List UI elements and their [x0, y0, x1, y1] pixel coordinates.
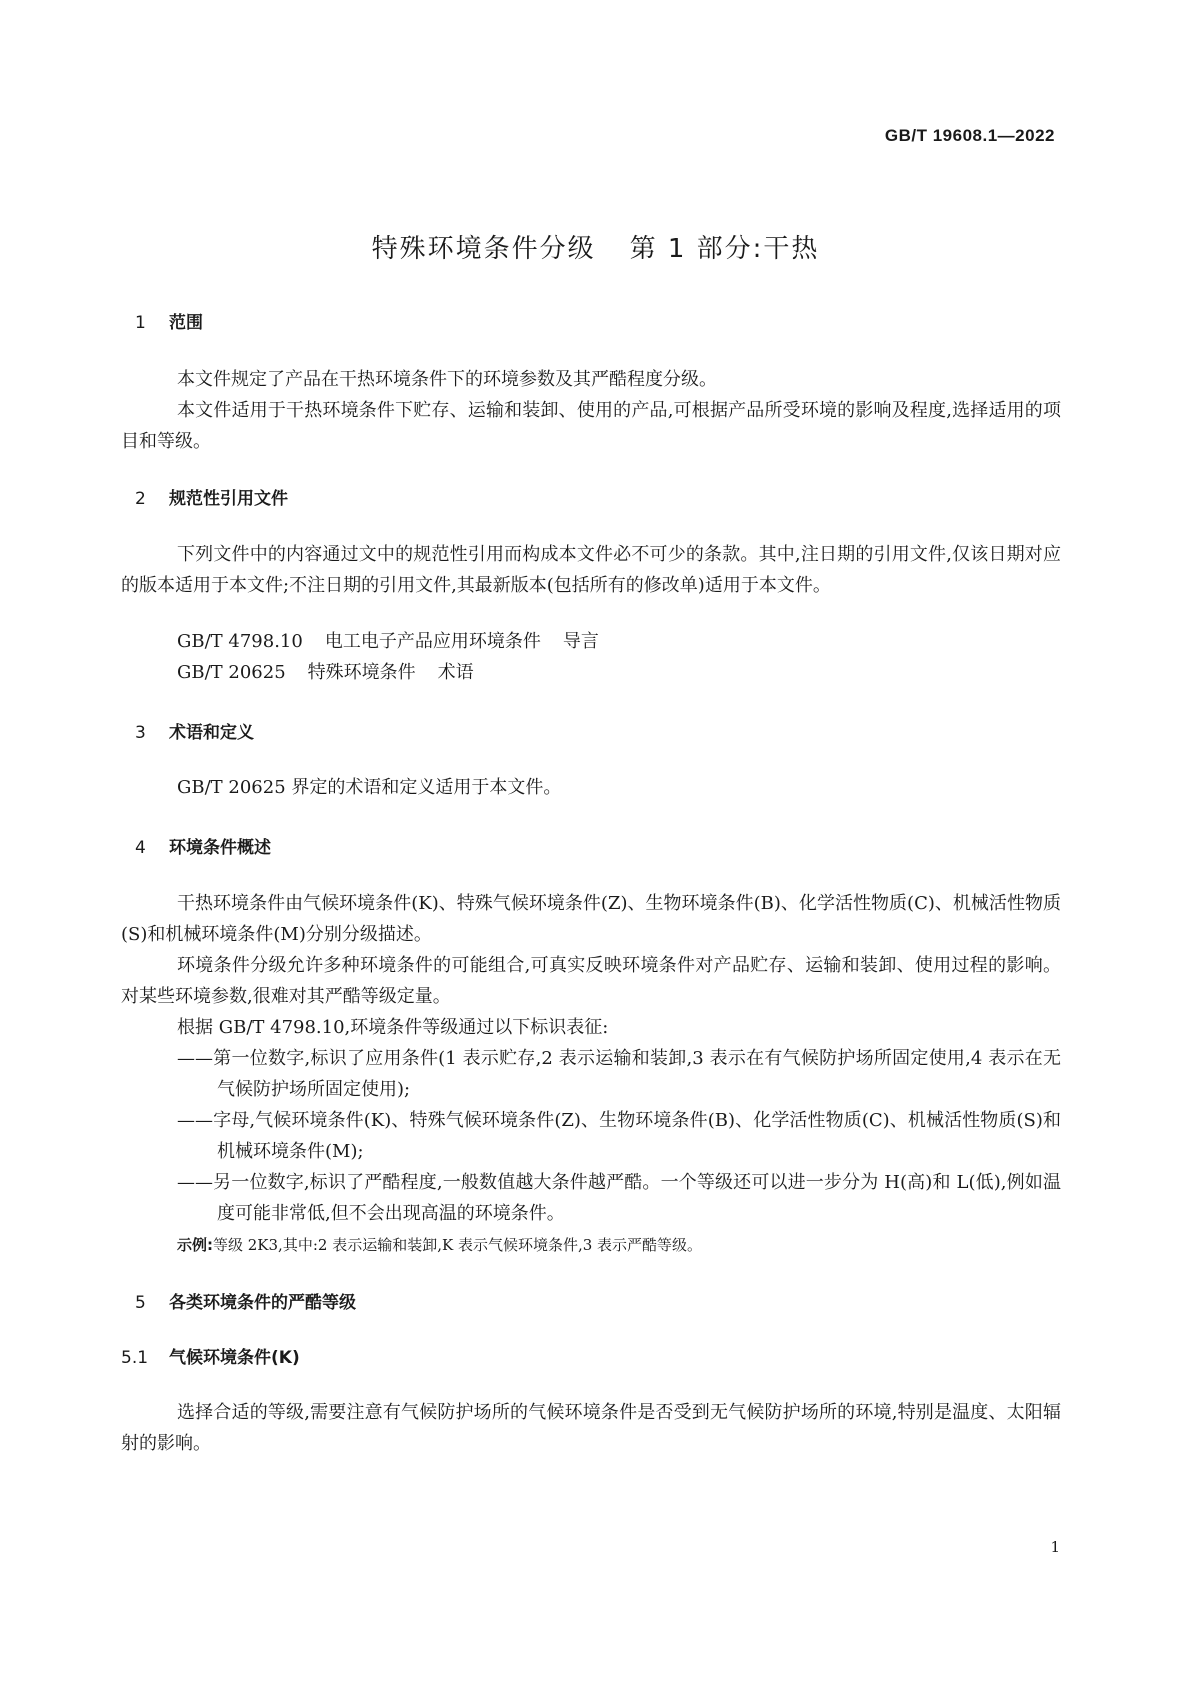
reference-code: GB/T 20625 [177, 662, 286, 683]
section-3-para-1: GB/T 20625 界定的术语和定义适用于本文件。 [177, 777, 562, 798]
section-title: 规范性引用文件 [169, 489, 288, 509]
list-item: ——另一位数字,标识了严酷程度,一般数值越大条件越严酷。一个等级还可以进一步分为 H(高)和 L(低),例如温度可能非常低,但不会出现高温的环境条件。 [177, 1172, 1061, 1224]
document-title [0, 228, 1191, 265]
section-1-heading [135, 308, 203, 333]
reference-title: 特殊环境条件 [307, 662, 416, 683]
subsection-5-1-heading [121, 1343, 300, 1368]
section-1-para-1: 本文件规定了产品在干热环境条件下的环境参数及其严酷程度分级。 [177, 369, 717, 390]
section-5-heading [135, 1288, 356, 1313]
standard-code: GB/T 19608.1—2022 [884, 126, 1055, 145]
list-item: ——第一位数字,标识了应用条件(1 表示贮存,2 表示运输和装卸,3 表示在有气候防护场所固定使用,4 表示在无气候防护场所固定使用); [177, 1048, 1061, 1100]
reference-subtitle: 导言 [562, 631, 599, 652]
page-number: 1 [1050, 1538, 1060, 1556]
section-number: 3 [135, 723, 146, 743]
example-note [177, 1233, 702, 1257]
section-1-para-2: 本文件适用于干热环境条件下贮存、运输和装卸、使用的产品,可根据产品所受环境的影响及程度,选择适用的项目和等级。 [121, 400, 1061, 452]
section-number: 5.1 [121, 1348, 149, 1368]
list-item: ——字母,气候环境条件(K)、特殊气候环境条件(Z)、生物环境条件(B)、化学活性物质(C)、机械活性物质(S)和机械环境条件(M); [177, 1110, 1061, 1162]
section-2-para-1: 下列文件中的内容通过文中的规范性引用而构成本文件必不可少的条款。其中,注日期的引用文件,仅该日期对应的版本适用于本文件;不注日期的引用文件,其最新版本(包括所有的修改单)适用于本文件。 [121, 544, 1061, 596]
section-title: 环境条件概述 [169, 838, 271, 858]
section-4-para-2: 环境条件分级允许多种环境条件的可能组合,可真实反映环境条件对产品贮存、运输和装卸、使用过程的影响。对某些环境参数,很难对其严酷等级定量。 [121, 955, 1061, 1007]
section-2-heading [135, 484, 288, 509]
section-title: 气候环境条件(K) [169, 1348, 300, 1368]
section-title: 各类环境条件的严酷等级 [169, 1293, 356, 1313]
section-number: 5 [135, 1293, 146, 1313]
normative-reference [177, 657, 474, 688]
subsection-5-1-para-1: 选择合适的等级,需要注意有气候防护场所的气候环境条件是否受到无气候防护场所的环境,特别是温度、太阳辐射的影响。 [121, 1402, 1061, 1454]
example-text: 等级 2K3,其中:2 表示运输和装卸,K 表示气候环境条件,3 表示严酷等级。 [213, 1236, 703, 1254]
section-number: 4 [135, 838, 146, 858]
section-title: 范围 [169, 313, 203, 333]
example-label: 示例: [177, 1236, 213, 1254]
normative-reference [177, 626, 599, 657]
section-3-heading [135, 718, 254, 743]
reference-subtitle: 术语 [437, 662, 474, 683]
section-4-para-3: 根据 GB/T 4798.10,环境条件等级通过以下标识表征: [177, 1017, 609, 1038]
section-title: 术语和定义 [169, 723, 254, 743]
title-part2: 第 1 部分:干热 [629, 234, 820, 264]
section-4-heading [135, 833, 271, 858]
section-number: 2 [135, 489, 146, 509]
section-4-para-1: 干热环境条件由气候环境条件(K)、特殊气候环境条件(Z)、生物环境条件(B)、化学活性物质(C)、机械活性物质(S)和机械环境条件(M)分别分级描述。 [121, 893, 1061, 945]
reference-code: GB/T 4798.10 [177, 631, 303, 652]
title-part1: 特殊环境条件分级 [371, 234, 596, 264]
section-number: 1 [135, 313, 146, 333]
reference-title: 电工电子产品应用环境条件 [324, 631, 541, 652]
